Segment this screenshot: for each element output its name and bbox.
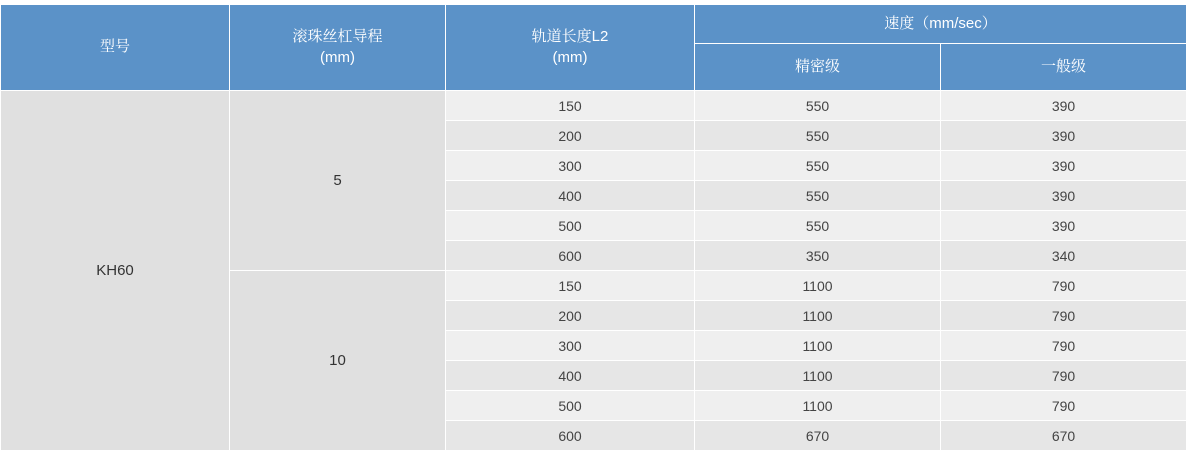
- cell-length: 200: [446, 121, 695, 151]
- cell-speed-precision: 550: [695, 211, 941, 241]
- cell-speed-precision: 1100: [695, 391, 941, 421]
- speed-spec-table: [0, 4, 1187, 451]
- cell-model: KH60: [1, 91, 230, 451]
- cell-speed-general: 390: [941, 91, 1187, 121]
- table-header: [1, 5, 1187, 91]
- cell-length: 300: [446, 151, 695, 181]
- cell-length: 600: [446, 421, 695, 451]
- cell-length: 300: [446, 331, 695, 361]
- table-body: [1, 91, 1187, 451]
- cell-length: 500: [446, 211, 695, 241]
- column-header-speed-general: 一般级: [941, 44, 1187, 91]
- cell-speed-precision: 350: [695, 241, 941, 271]
- cell-speed-general: 390: [941, 121, 1187, 151]
- cell-length: 400: [446, 181, 695, 211]
- cell-speed-precision: 670: [695, 421, 941, 451]
- cell-speed-general: 790: [941, 271, 1187, 301]
- cell-speed-precision: 1100: [695, 271, 941, 301]
- cell-length: 150: [446, 91, 695, 121]
- cell-length: 500: [446, 391, 695, 421]
- cell-lead-group-0: 5: [230, 91, 446, 271]
- cell-speed-general: 790: [941, 331, 1187, 361]
- cell-length: 200: [446, 301, 695, 331]
- cell-speed-general: 390: [941, 181, 1187, 211]
- column-header-lead: [230, 5, 446, 91]
- cell-speed-general: 790: [941, 391, 1187, 421]
- cell-speed-precision: 550: [695, 91, 941, 121]
- cell-speed-precision: 1100: [695, 361, 941, 391]
- cell-lead-group-1: 10: [230, 271, 446, 451]
- cell-length: 400: [446, 361, 695, 391]
- cell-length: 600: [446, 241, 695, 271]
- column-header-lead-line1: 滚珠丝杠导程: [292, 28, 383, 46]
- cell-speed-general: 340: [941, 241, 1187, 271]
- column-header-speed: 速度（mm/sec）: [695, 5, 1187, 44]
- column-header-speed-precision: 精密级: [695, 44, 941, 91]
- column-header-lead-line2: (mm): [320, 48, 355, 66]
- cell-length: 150: [446, 271, 695, 301]
- column-header-length-line2: (mm): [552, 48, 588, 66]
- table-row: [1, 91, 1187, 121]
- cell-speed-general: 390: [941, 211, 1187, 241]
- cell-speed-general: 790: [941, 301, 1187, 331]
- cell-speed-precision: 1100: [695, 301, 941, 331]
- cell-speed-general: 390: [941, 151, 1187, 181]
- cell-speed-general: 790: [941, 361, 1187, 391]
- cell-speed-precision: 550: [695, 121, 941, 151]
- header-row-primary: [1, 5, 1187, 44]
- cell-speed-precision: 550: [695, 181, 941, 211]
- cell-speed-general: 670: [941, 421, 1187, 451]
- cell-speed-precision: 550: [695, 151, 941, 181]
- column-header-model: 型号: [1, 5, 230, 91]
- column-header-length: [446, 5, 695, 91]
- column-header-length-line1: 轨道长度L2: [531, 28, 609, 46]
- cell-speed-precision: 1100: [695, 331, 941, 361]
